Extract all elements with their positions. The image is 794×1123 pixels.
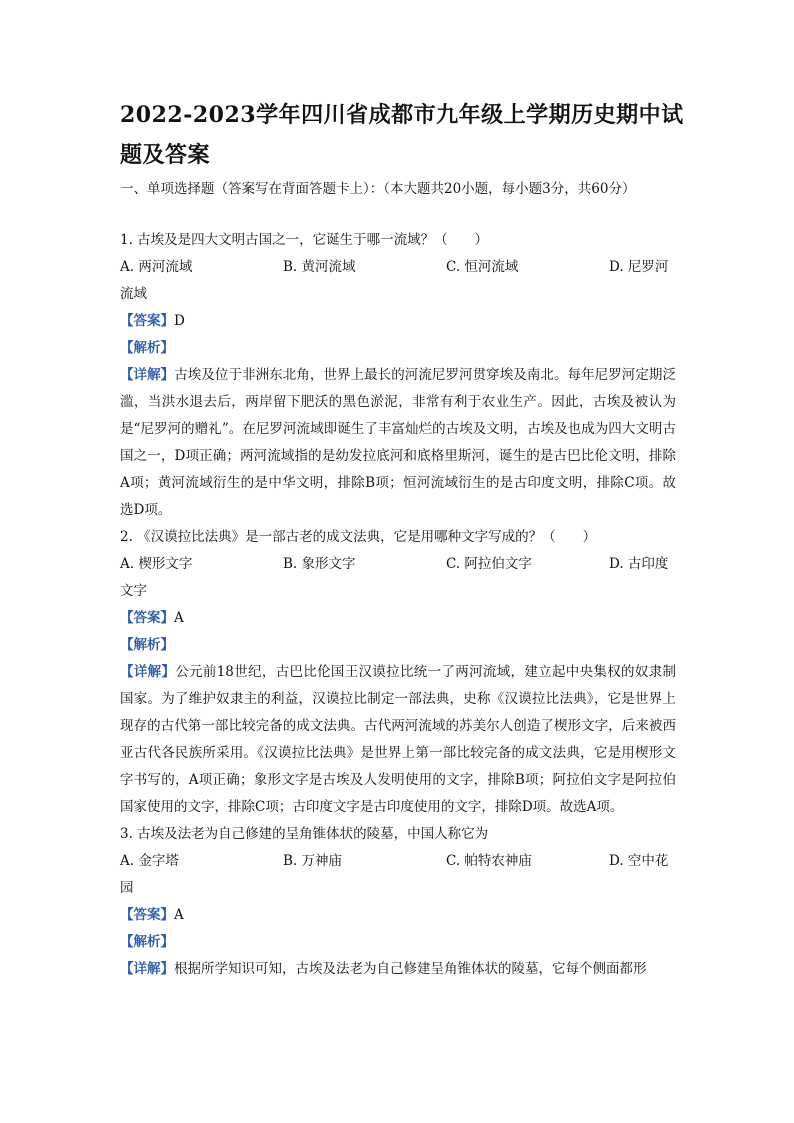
detail-label: 【详解】 (120, 664, 176, 680)
answer-label: 【答案】 (120, 907, 174, 923)
option-d: D. 尼罗河 (609, 259, 669, 275)
question-options (120, 254, 676, 281)
question-stem: 1. 古埃及是四大文明古国之一，它诞生于哪一流域？（ ） (120, 232, 489, 248)
answer-value: A (174, 610, 184, 626)
option-b: B. 黄河流域 (283, 259, 356, 275)
answer-line (120, 308, 676, 335)
section-heading: 一、单项选择题（答案写在背面答题卡上）：（本大题共20小题，每小题3分，共60分） (120, 181, 636, 197)
detail-label: 【详解】 (120, 367, 175, 383)
detail-paragraph (120, 956, 676, 983)
answer-value: D (174, 313, 185, 329)
option-b: B. 万神庙 (283, 853, 343, 869)
option-a: A. 金字塔 (120, 853, 179, 869)
option-c: C. 帕特农神庙 (446, 853, 532, 869)
analysis-label: 【解析】 (120, 934, 174, 950)
question-3 (120, 821, 676, 983)
document-title: 2022-2023学年四川省成都市九年级上学期历史期中试题及答案 (120, 102, 684, 168)
option-b: B. 象形文字 (283, 556, 356, 572)
option-overflow: 流域 (120, 286, 147, 302)
option-a: A. 两河流域 (120, 259, 193, 275)
detail-text: 公元前18世纪，古巴比伦国王汉谟拉比统一了两河流域，建立起中央集权的奴隶制国家。为了维护奴隶主的利益，汉谟拉比制定一部法典，史称《汉谟拉比法典》，它是世界上现存的古代第一部比较完备的成文法典。古代两河流域的苏美尔人创造了楔形文字，后来被西亚古代各民族所采用。《汉谟拉比法典》是世界上第一部比较完备的成文法典，它是用楔形文字书写的，A项正确；象形文字是古埃及人发明使用的文字，排除B项；阿拉伯文字是阿拉伯国家使用的文字，排除C项；古印度文字是古印度使用的文字，排除D项。故选A项。 (120, 664, 676, 815)
spacer (120, 203, 676, 227)
option-d: D. 古印度 (609, 556, 669, 572)
answer-line (120, 605, 676, 632)
detail-paragraph (120, 362, 676, 524)
question-1 (120, 227, 676, 524)
option-c: C. 恒河流域 (446, 259, 519, 275)
detail-label: 【详解】 (120, 961, 174, 977)
option-overflow: 文字 (120, 583, 147, 599)
analysis-label: 【解析】 (120, 340, 174, 356)
analysis-label: 【解析】 (120, 637, 174, 653)
document-body (120, 176, 676, 983)
option-d: D. 空中花 (609, 853, 669, 869)
option-a: A. 楔形文字 (120, 556, 193, 572)
answer-label: 【答案】 (120, 610, 174, 626)
option-c: C. 阿拉伯文字 (446, 556, 532, 572)
answer-line (120, 902, 676, 929)
question-options (120, 551, 676, 578)
question-stem: 3. 古埃及法老为自己修建的呈角锥体状的陵墓，中国人称它为 (120, 826, 489, 842)
answer-label: 【答案】 (120, 313, 174, 329)
option-overflow: 园 (120, 880, 134, 896)
detail-text: 根据所学知识可知，古埃及法老为自己修建呈角锥体状的陵墓，它每个侧面都形 (174, 961, 647, 977)
question-stem: 2. 《汉谟拉比法典》是一部古老的成文法典，它是用哪种文字写成的？（ ） (120, 529, 597, 545)
detail-paragraph (120, 659, 676, 821)
detail-text: 古埃及位于非洲东北角，世界上最长的河流尼罗河贯穿埃及南北。每年尼罗河定期泛滥，当洪水退去后，两岸留下肥沃的黑色淤泥，非常有利于农业生产。因此，古埃及被认为是“尼罗河的赠礼”。在尼罗河流域即诞生了丰富灿烂的古埃及文明，古埃及也成为四大文明古国之一，D项正确；两河流域指的是幼发拉底河和底格里斯河，诞生的是古巴比伦文明，排除A项；黄河流域衍生的是中华文明，排除B项；恒河流域衍生的是古印度文明，排除C项。故选D项。 (120, 367, 676, 518)
question-options (120, 848, 676, 875)
question-2 (120, 524, 676, 821)
answer-value: A (174, 907, 184, 923)
